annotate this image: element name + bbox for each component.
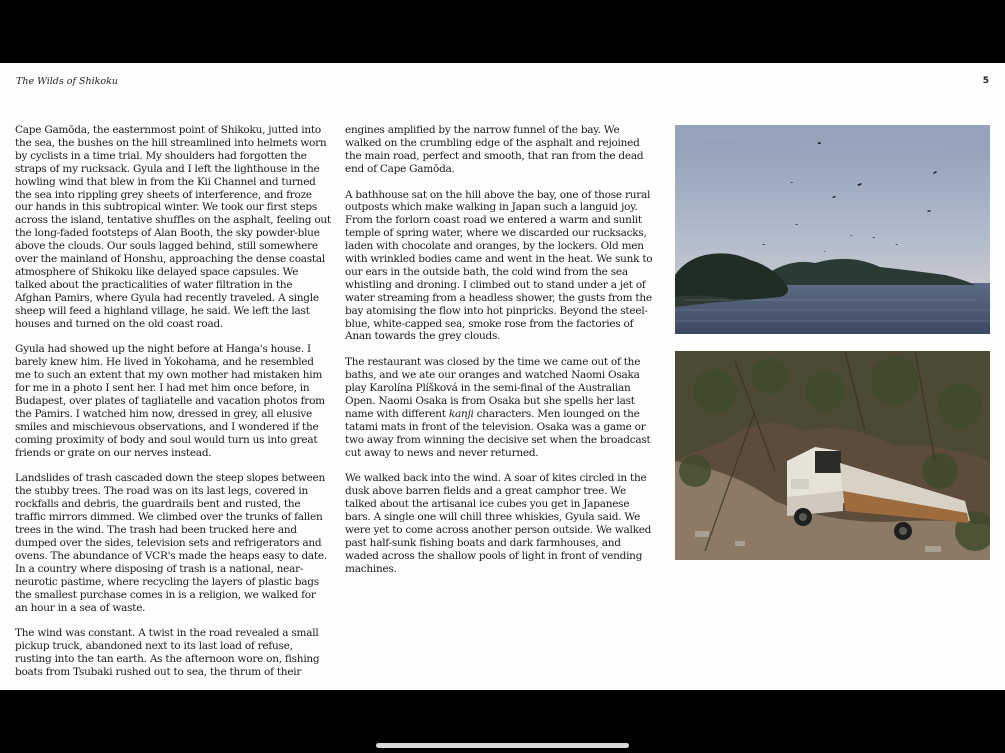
paragraph-text: characters. Men lounged on the tatami mats in front of the television. Osaka was a game or two away from winning the decisive set when the broadcast cut away to news and never returned. [345, 407, 651, 459]
abandoned-truck-photo[interactable] [675, 351, 990, 560]
paragraph: Cape Gamōda, the easternmost point of Shikoku, jutted into the sea, the bushes on the hill streamlined into helmets worn by cyclists in a time trial. My shoulders had forgotten the straps of my rucksack. Gyula and I left the lighthouse in the howling wind that blew in from the Kii Channel and turned the sea into rippling grey sheets of interference, and froze our hands in this subtropical winter. We took our first steps across the island, tentative shuffles on the asphalt, feeling out the long-faded footsteps of Alan Booth, the sky powder-blue above the clouds. Our souls lagged behind, still somewhere over the mainland of Honshu, approaching the dense coastal atmosphere of Shikoku like delayed space capsules. We talked about the practicalities of water filtration in the Afghan Pamirs, where Gyula had recently traveled. A single sheep will feed a highland village, he said. We left the last houses and turned on the old coast road. [15, 124, 331, 330]
running-title: The Wilds of Shikoku [16, 76, 119, 87]
paragraph: engines amplified by the narrow funnel of the bay. We walked on the crumbling edge of the asphalt and rejoined the main road, perfect and smooth, that ran from the dead end of Cape Gamōda. [345, 124, 644, 175]
middle-text-column [345, 124, 655, 576]
page-number: 5 [982, 76, 989, 86]
paragraph-text: The restaurant was closed by the time we came out of the baths, and we ate our oranges and watched Naomi Osaka play Karolína Plíšková in the semi-final of the Australian Open. Naomi Osaka is from Osaka but she spells her last name with different [345, 356, 641, 420]
coast-photo-image [675, 125, 990, 334]
paragraph: A bathhouse sat on the hill above the bay, one of those rural outposts which make walking in Japan such a languid joy. From the forlorn coast road we entered a warm and sunlit temple of spring water, where we discarded our rucksacks, laden with chocolate and oranges, by the lockers. Old men with wrinkled bodies came and went in the heat. We sunk to our ears in the outside bath, the cold wind from the sea whistling and droning. I climbed out to stand under a jet of water streaming from a headless shower, the gusts from the bay atomising the flow into hot pinpricks. Beyond the steel-blue, white-capped sea, smoke rose from the factories of Anan towards the grey clouds. [345, 188, 653, 343]
magazine-page[interactable] [0, 63, 1005, 690]
home-indicator[interactable] [376, 743, 629, 748]
paragraph: The wind was constant. A twist in the road revealed a small pickup truck, abandoned next to its last load of refuse, rusting into the tan earth. As the afternoon wore on, fishing boats from Tsubaki rushed out to sea, the thrum of their [15, 627, 320, 679]
coast-photo[interactable] [675, 125, 990, 334]
italic-word: kanji [448, 407, 474, 420]
paragraph: Landslides of trash cascaded down the steep slopes between the stubby trees. The road was on its last legs, covered in rockfalls and debris, the guardrails bent and rusted, the traffic mirrors dimmed. We climbed over the trunks of fallen trees in the wind. The trash had been trucked here and dumped over the sides, television sets and refrigerators and ovens. The abundance of VCR's made the heaps easy to date. In a country where disposing of trash is a national, near-neurotic pastime, where recycling the layers of plastic bags the smallest purchase comes in is a religion, we walked for an hour in a sea of waste. [15, 472, 327, 614]
paragraph: We walked back into the wind. A soar of kites circled in the dusk above barren fields and a great camphor tree. We talked about the artisanal ice cubes you get in Japanese bars. A single one will chill three whiskies, Gyula said. We were yet to come across another person outside. We walked past half-sunk fishing boats and dark farmhouses, and waded across the shallow pools of light in front of vending machines. [345, 472, 652, 575]
left-text-column [15, 124, 331, 679]
truck-photo-image [675, 351, 990, 560]
top-black-bar [0, 0, 1005, 63]
paragraph: Gyula had showed up the night before at Hanga's house. I barely knew him. He lived in Yokohama, and he resembled me to such an extent that my own mother had mistaken him for me in a photo I sent her. I had met him once before, in Budapest, over plates of tagliatelle and vacation photos from the Pamirs. I watched him now, dressed in grey, all elusive smiles and mischievous observations, and I wondered if the coming proximity of body and soul would turn us into great friends or grate on our nerves instead. [15, 343, 325, 459]
paragraph [345, 356, 655, 459]
